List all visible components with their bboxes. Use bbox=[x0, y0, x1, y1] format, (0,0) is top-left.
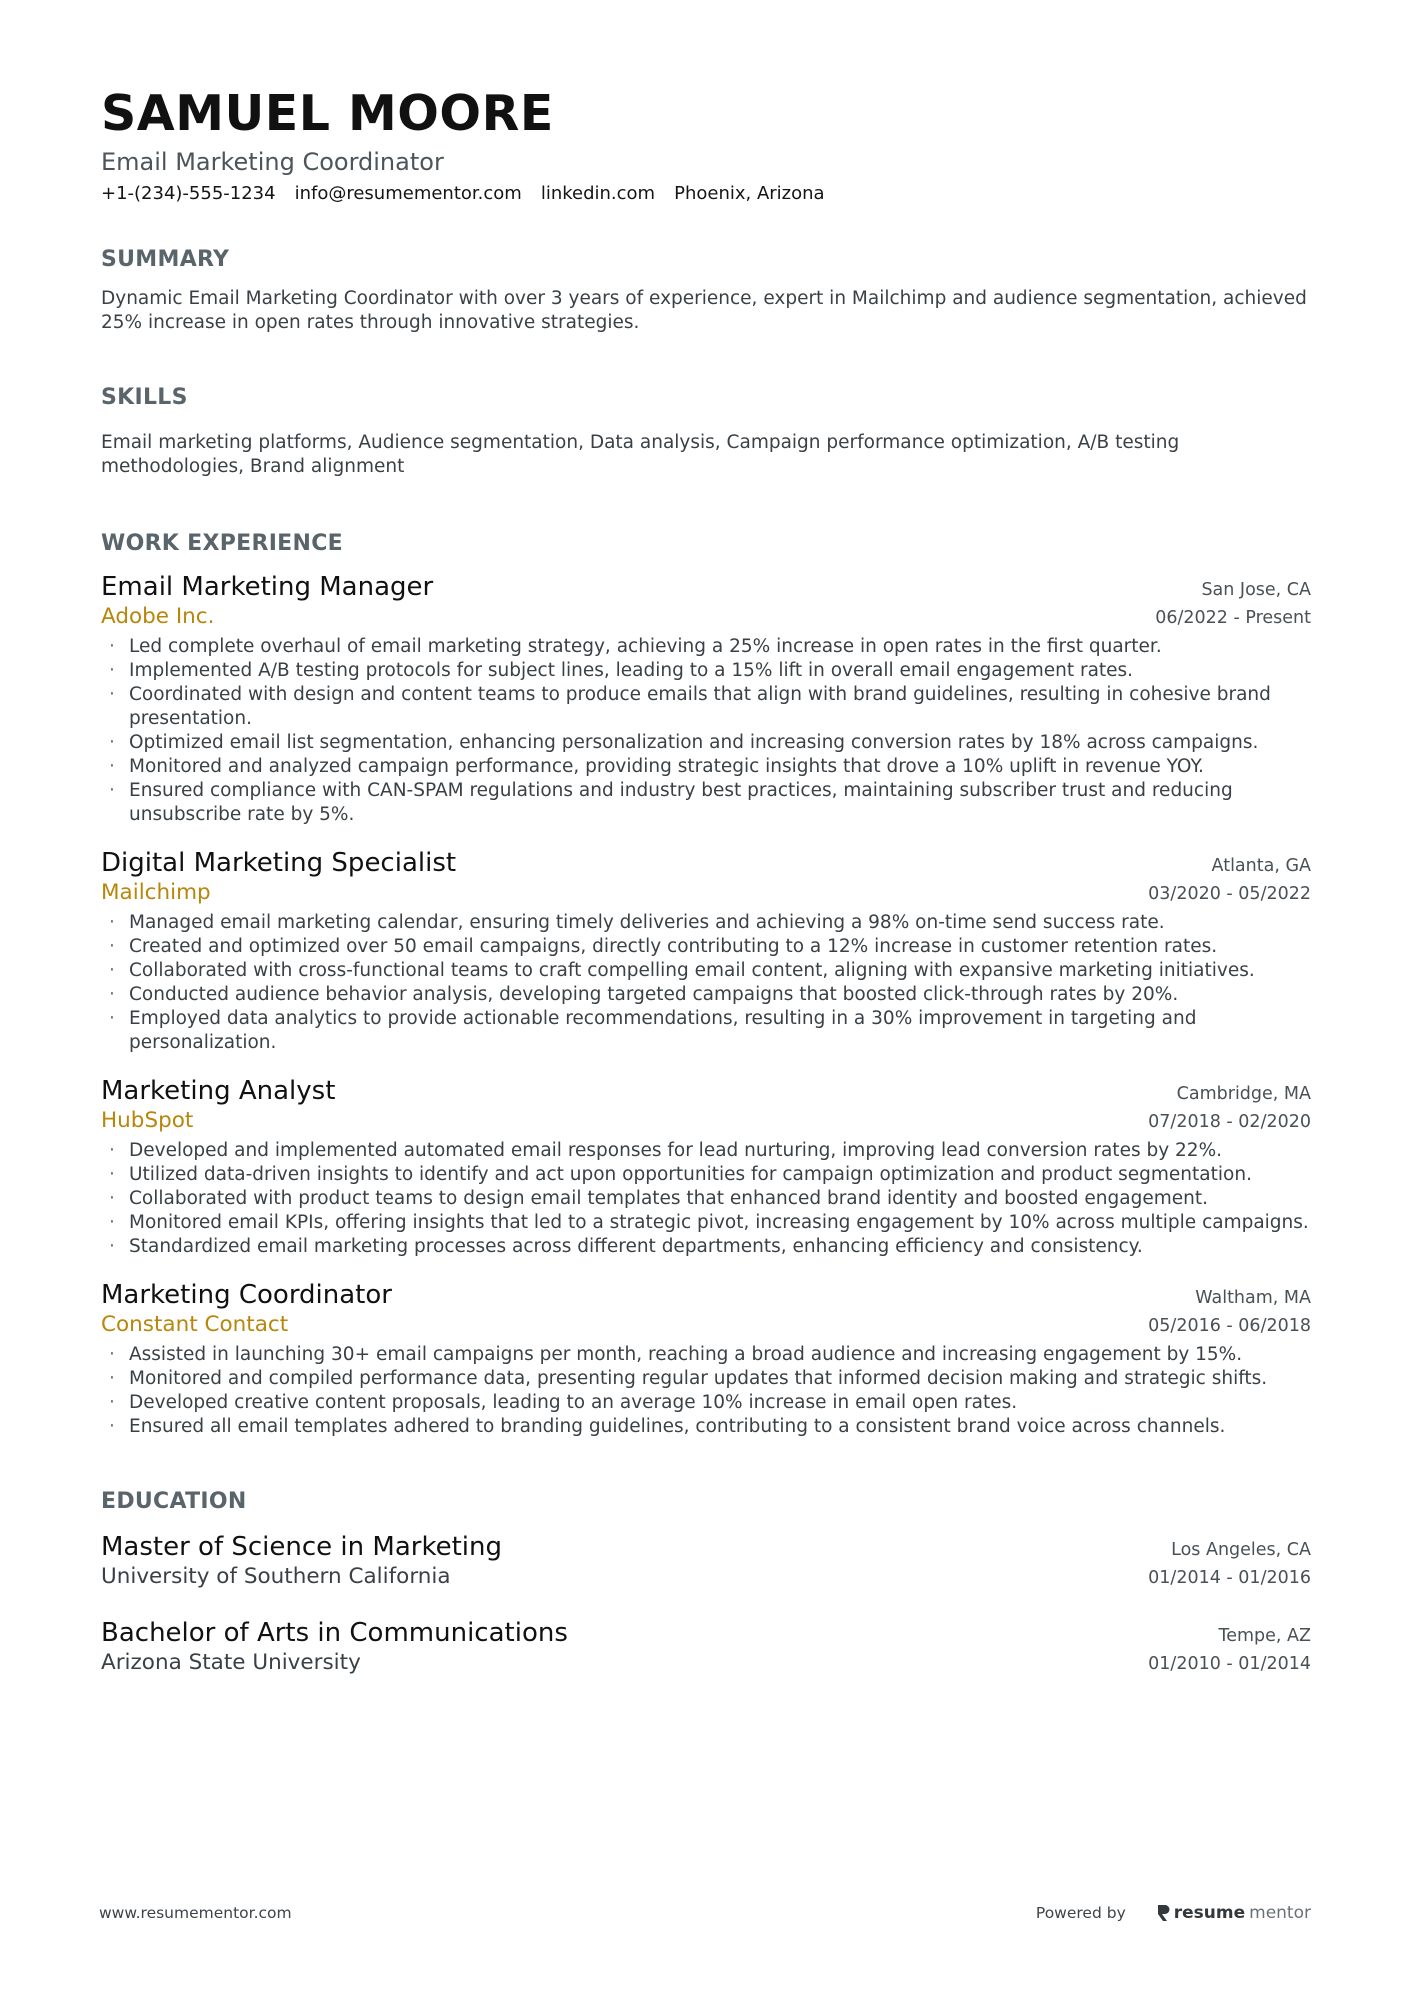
job-bullet: · Coordinated with design and content teams to produce emails that align with brand guidelines, resulting in cohesive brand presentation. bbox=[101, 683, 1311, 731]
education-entry bbox=[101, 1617, 1311, 1677]
job-location: Cambridge, MA bbox=[1176, 1084, 1311, 1104]
job-bullet: · Developed creative content proposals, leading to an average 10% increase in email open rates. bbox=[101, 1391, 1311, 1415]
job-dates: 07/2018 - 02/2020 bbox=[1148, 1112, 1311, 1132]
job-bullets bbox=[101, 1343, 1311, 1439]
contact-location: Phoenix, Arizona bbox=[674, 183, 825, 204]
job-bullet: · Monitored and compiled performance data, presenting regular updates that informed decision making and strategic shifts. bbox=[101, 1367, 1311, 1391]
school: University of Southern California bbox=[101, 1564, 451, 1589]
job-bullet: · Collaborated with product teams to design email templates that enhanced brand identity and boosted engagement. bbox=[101, 1187, 1311, 1211]
skills-section bbox=[101, 383, 1311, 479]
job-company: HubSpot bbox=[101, 1108, 194, 1133]
job-bullet: · Monitored and analyzed campaign performance, providing strategic insights that drove a 10% uplift in revenue YOY. bbox=[101, 755, 1311, 779]
school: Arizona State University bbox=[101, 1650, 361, 1675]
job-bullet: · Ensured all email templates adhered to branding guidelines, contributing to a consistent brand voice across channels. bbox=[101, 1415, 1311, 1439]
section-title-work-experience: WORK EXPERIENCE bbox=[101, 531, 343, 556]
job-bullet: · Implemented A/B testing protocols for subject lines, leading to a 15% lift in overall email engagement rates. bbox=[101, 659, 1311, 683]
contact-info bbox=[101, 181, 1311, 207]
skills-text: Email marketing platforms, Audience segmentation, Data analysis, Campaign performance optimization, A/B testing methodologies, Brand alignment bbox=[101, 432, 1180, 477]
education-dates: 01/2010 - 01/2014 bbox=[1148, 1654, 1311, 1674]
job-bullet: · Conducted audience behavior analysis, developing targeted campaigns that boosted click-through rates by 20%. bbox=[101, 983, 1311, 1007]
page-footer bbox=[99, 1903, 1311, 1923]
brand-logo[interactable] bbox=[1156, 1903, 1311, 1923]
job-company: Mailchimp bbox=[101, 880, 211, 905]
education-location: Tempe, AZ bbox=[1218, 1626, 1311, 1646]
education-entry bbox=[101, 1531, 1311, 1591]
job-bullets bbox=[101, 911, 1311, 1055]
work-experience-section bbox=[101, 529, 1311, 1439]
contact-linkedin: linkedin.com bbox=[540, 183, 656, 204]
job-role: Digital Marketing Specialist bbox=[101, 848, 457, 878]
job-bullet: · Employed data analytics to provide actionable recommendations, resulting in a 30% improvement in targeting and personalization. bbox=[101, 1007, 1311, 1055]
job-role: Marketing Coordinator bbox=[101, 1280, 392, 1310]
job-bullet: · Ensured compliance with CAN-SPAM regulations and industry best practices, maintaining subscriber trust and reducing unsubscribe rate by 5%. bbox=[101, 779, 1311, 827]
job-role: Marketing Analyst bbox=[101, 1076, 336, 1106]
job-entry bbox=[101, 571, 1311, 827]
candidate-headline: Email Marketing Coordinator bbox=[101, 148, 444, 176]
section-title-skills: SKILLS bbox=[101, 385, 188, 410]
education-dates: 01/2014 - 01/2016 bbox=[1148, 1568, 1311, 1588]
job-location: San Jose, CA bbox=[1201, 580, 1311, 600]
job-bullet: · Utilized data-driven insights to identify and act upon opportunities for campaign optimization and product segmentation. bbox=[101, 1163, 1311, 1187]
summary-text: Dynamic Email Marketing Coordinator with over 3 years of experience, expert in Mailchimp and audience segmentation, achieved 25% increase in open rates through innovative strategies. bbox=[101, 288, 1307, 333]
job-bullets bbox=[101, 635, 1311, 827]
summary-section bbox=[101, 245, 1311, 335]
job-bullet: · Monitored email KPIs, offering insights that led to a strategic pivot, increasing engagement by 10% across multiple campaigns. bbox=[101, 1211, 1311, 1235]
footer-url-link[interactable]: www.resumementor.com bbox=[99, 1904, 292, 1922]
job-bullet: · Developed and implemented automated email responses for lead nurturing, improving lead conversion rates by 22%. bbox=[101, 1139, 1311, 1163]
job-role: Email Marketing Manager bbox=[101, 572, 434, 602]
job-dates: 06/2022 - Present bbox=[1155, 608, 1311, 628]
contact-email: info@resumementor.com bbox=[294, 183, 522, 204]
job-entry bbox=[101, 1279, 1311, 1439]
job-entry bbox=[101, 1075, 1311, 1259]
education-location: Los Angeles, CA bbox=[1171, 1540, 1311, 1560]
job-dates: 05/2016 - 06/2018 bbox=[1148, 1316, 1311, 1336]
job-bullet: · Created and optimized over 50 email campaigns, directly contributing to a 12% increase in customer retention rates. bbox=[101, 935, 1311, 959]
contact-phone: +1-(234)-555-1234 bbox=[101, 183, 276, 204]
footer-branding bbox=[1036, 1903, 1311, 1923]
resumementor-logo-icon bbox=[1156, 1904, 1170, 1922]
section-title-education: EDUCATION bbox=[101, 1489, 247, 1514]
powered-by-label: Powered by bbox=[1035, 1904, 1126, 1922]
job-location: Atlanta, GA bbox=[1211, 856, 1311, 876]
job-bullet: · Optimized email list segmentation, enhancing personalization and increasing conversion rates by 18% across campaigns. bbox=[101, 731, 1311, 755]
brand-name-part2: mentor bbox=[1249, 1903, 1311, 1923]
job-company: Constant Contact bbox=[101, 1312, 289, 1337]
brand-name-part1: resume bbox=[1173, 1903, 1246, 1923]
education-section bbox=[101, 1487, 1311, 1677]
job-bullet: · Led complete overhaul of email marketing strategy, achieving a 25% increase in open rates in the first quarter. bbox=[101, 635, 1311, 659]
job-bullet: · Managed email marketing calendar, ensuring timely deliveries and achieving a 98% on-time send success rate. bbox=[101, 911, 1311, 935]
degree: Master of Science in Marketing bbox=[101, 1532, 502, 1562]
resume-content bbox=[101, 84, 1311, 1677]
job-entry bbox=[101, 847, 1311, 1055]
job-bullet: · Standardized email marketing processes across different departments, enhancing efficiency and consistency. bbox=[101, 1235, 1311, 1259]
job-bullet: · Collaborated with cross-functional teams to craft compelling email content, aligning with expansive marketing initiatives. bbox=[101, 959, 1311, 983]
section-title-summary: SUMMARY bbox=[101, 247, 230, 272]
degree: Bachelor of Arts in Communications bbox=[101, 1618, 568, 1648]
job-bullet: · Assisted in launching 30+ email campaigns per month, reaching a broad audience and increasing engagement by 15%. bbox=[101, 1343, 1311, 1367]
job-bullets bbox=[101, 1139, 1311, 1259]
resume-header bbox=[101, 84, 1311, 207]
candidate-name: SAMUEL MOORE bbox=[101, 85, 554, 142]
job-location: Waltham, MA bbox=[1195, 1288, 1311, 1308]
job-dates: 03/2020 - 05/2022 bbox=[1148, 884, 1311, 904]
job-company: Adobe Inc. bbox=[101, 604, 215, 629]
